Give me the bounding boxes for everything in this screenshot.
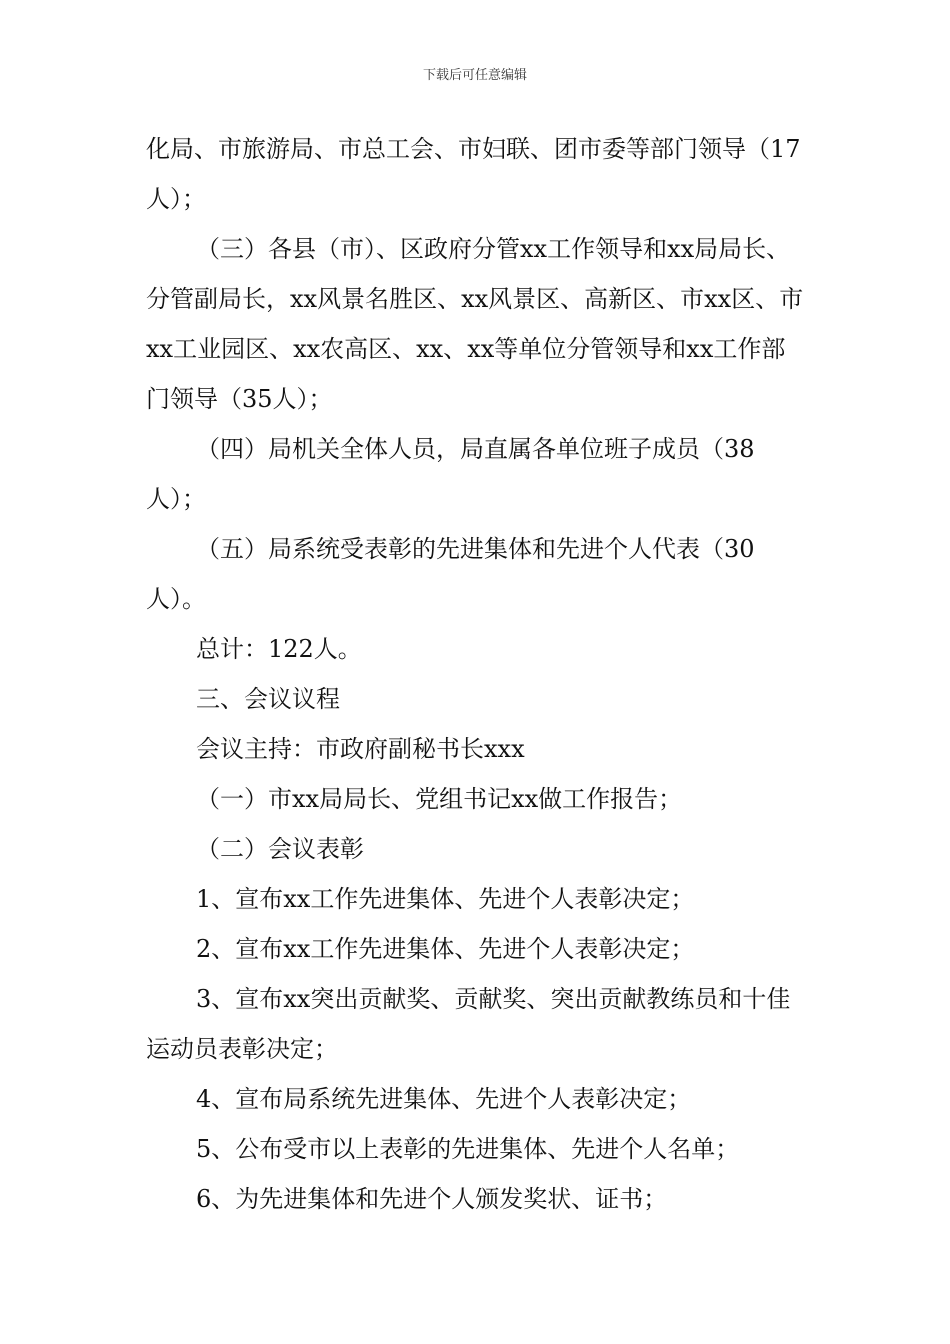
commendation-item-6: 6、为先进集体和先进个人颁发奖状、证书； xyxy=(196,1185,668,1213)
page-header-note: 下载后可任意编辑 xyxy=(422,68,527,83)
paragraph-item-4: （四）局机关全体人员，局直属各单位班子成员（38人）； xyxy=(146,435,755,513)
paragraph-total: 总计：122人。 xyxy=(196,635,362,663)
agenda-item-2: （二）会议表彰 xyxy=(196,835,364,863)
commendation-item-4: 4、宣布局系统先进集体、先进个人表彰决定； xyxy=(196,1085,692,1113)
commendation-item-2: 2、宣布xx工作先进集体、先进个人表彰决定； xyxy=(196,935,695,963)
section-heading-agenda: 三、会议议程 xyxy=(196,685,340,713)
paragraph-item-3: （三）各县（市）、区政府分管xx工作领导和xx局局长、分管副局长，xx风景名胜区、xx风景区、高新区、市xx区、市xx工业园区、xx农高区、xx、xx等单位分管领导和xx工作部门领导（35人）； xyxy=(146,235,804,413)
agenda-item-1: （一）市xx局局长、党组书记xx做工作报告； xyxy=(196,785,683,813)
document-body xyxy=(146,124,806,1224)
paragraph-host: 会议主持：市政府副秘书长xxx xyxy=(196,735,525,763)
commendation-item-3: 3、宣布xx突出贡献奖、贡献奖、突出贡献教练员和十佳运动员表彰决定； xyxy=(146,985,791,1063)
commendation-item-1: 1、宣布xx工作先进集体、先进个人表彰决定； xyxy=(196,885,695,913)
paragraph-item-5: （五）局系统受表彰的先进集体和先进个人代表（30人）。 xyxy=(146,535,755,613)
paragraph-continuation: 化局、市旅游局、市总工会、市妇联、团市委等部门领导（17人）； xyxy=(146,135,801,213)
commendation-item-5: 5、公布受市以上表彰的先进集体、先进个人名单； xyxy=(196,1135,740,1163)
